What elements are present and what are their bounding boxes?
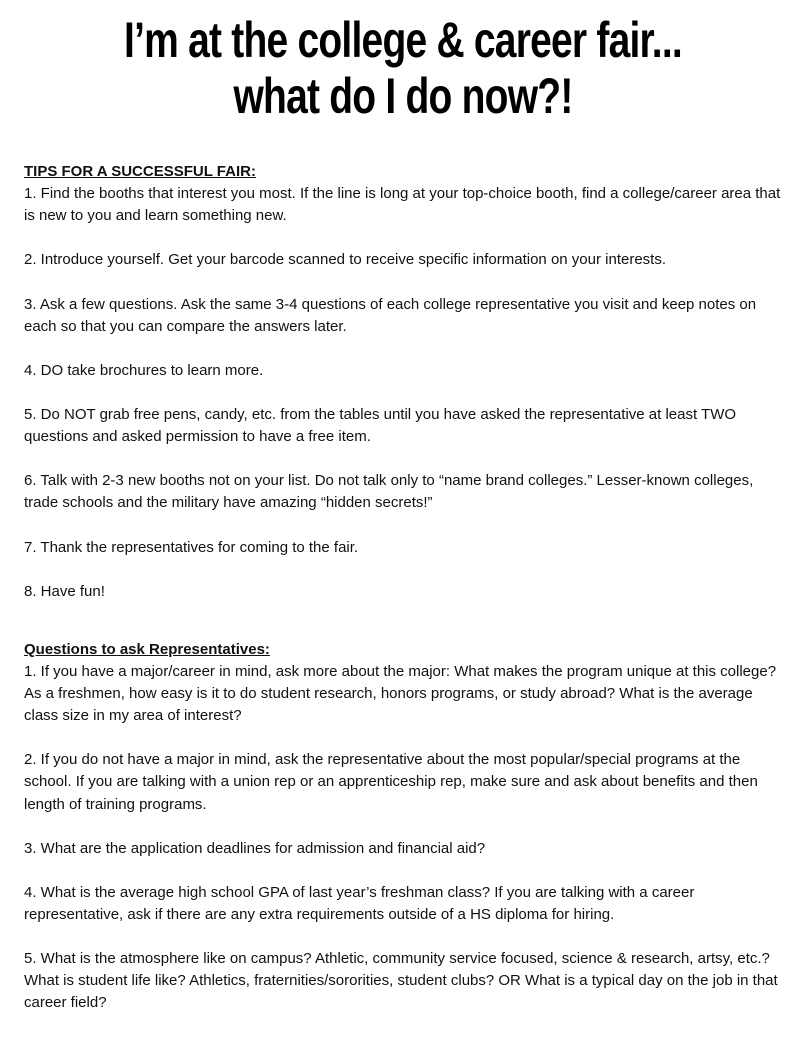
tips-section <box>24 161 784 603</box>
question-item: 2. If you do not have a major in mind, ask the representative about the most popular/special programs at the school. If you are talking with a union rep or an apprenticeship rep, make sure and ask about benefits and then length of training programs. <box>24 751 758 813</box>
tip-item: 2. Introduce yourself. Get your barcode scanned to receive specific information on your interests. <box>24 251 666 269</box>
title-line-1: I’m at the college & career fair... <box>124 12 682 68</box>
tip-item: 1. Find the booths that interest you most. If the line is long at your top-choice booth, find a college/career area that is new to you and learn something new. <box>24 185 781 225</box>
tip-item: 8. Have fun! <box>24 582 105 600</box>
title-line-2: what do I do now?! <box>233 68 573 124</box>
tip-item: 4. DO take brochures to learn more. <box>24 361 264 379</box>
tip-item: 3. Ask a few questions. Ask the same 3-4 questions of each college representative you visit and keep notes on each so that you can compare the answers later. <box>24 295 757 335</box>
tip-item: 7. Thank the representatives for coming to the fair. <box>24 538 359 556</box>
question-item: 4. What is the average high school GPA of last year’s freshman class? If you are talking with a career representative, ask if there are any extra requirements outside of a HS diploma for hiring. <box>24 883 695 923</box>
tip-item: 5. Do NOT grab free pens, candy, etc. from the tables until you have asked the representative at least TWO questions and asked permission to have a free item. <box>24 406 737 446</box>
question-item: 3. What are the application deadlines for admission and financial aid? <box>24 839 486 857</box>
tips-heading: TIPS FOR A SUCCESSFUL FAIR: <box>24 163 256 180</box>
tip-item: 6. Talk with 2-3 new booths not on your list. Do not talk only to “name brand colleges.” Lesser-known colleges, trade schools and the military have amazing “hidden secrets!” <box>24 472 754 512</box>
document-title <box>0 12 806 124</box>
question-item: 1. If you have a major/career in mind, ask more about the major: What makes the program unique at this college? As a freshmen, how easy is it to do student research, honors programs, or study abroad? What is the average class size in my area of interest? <box>24 662 777 725</box>
document-body <box>24 161 784 1037</box>
questions-heading: Questions to ask Representatives: <box>24 640 270 658</box>
question-item: 5. What is the atmosphere like on campus? Athletic, community service focused, science & research, artsy, etc.? What is student life like? Athletics, fraternities/sororities, student clubs? OR What is a typical day on the job in that career field? <box>24 950 778 1012</box>
questions-section <box>24 639 784 1015</box>
